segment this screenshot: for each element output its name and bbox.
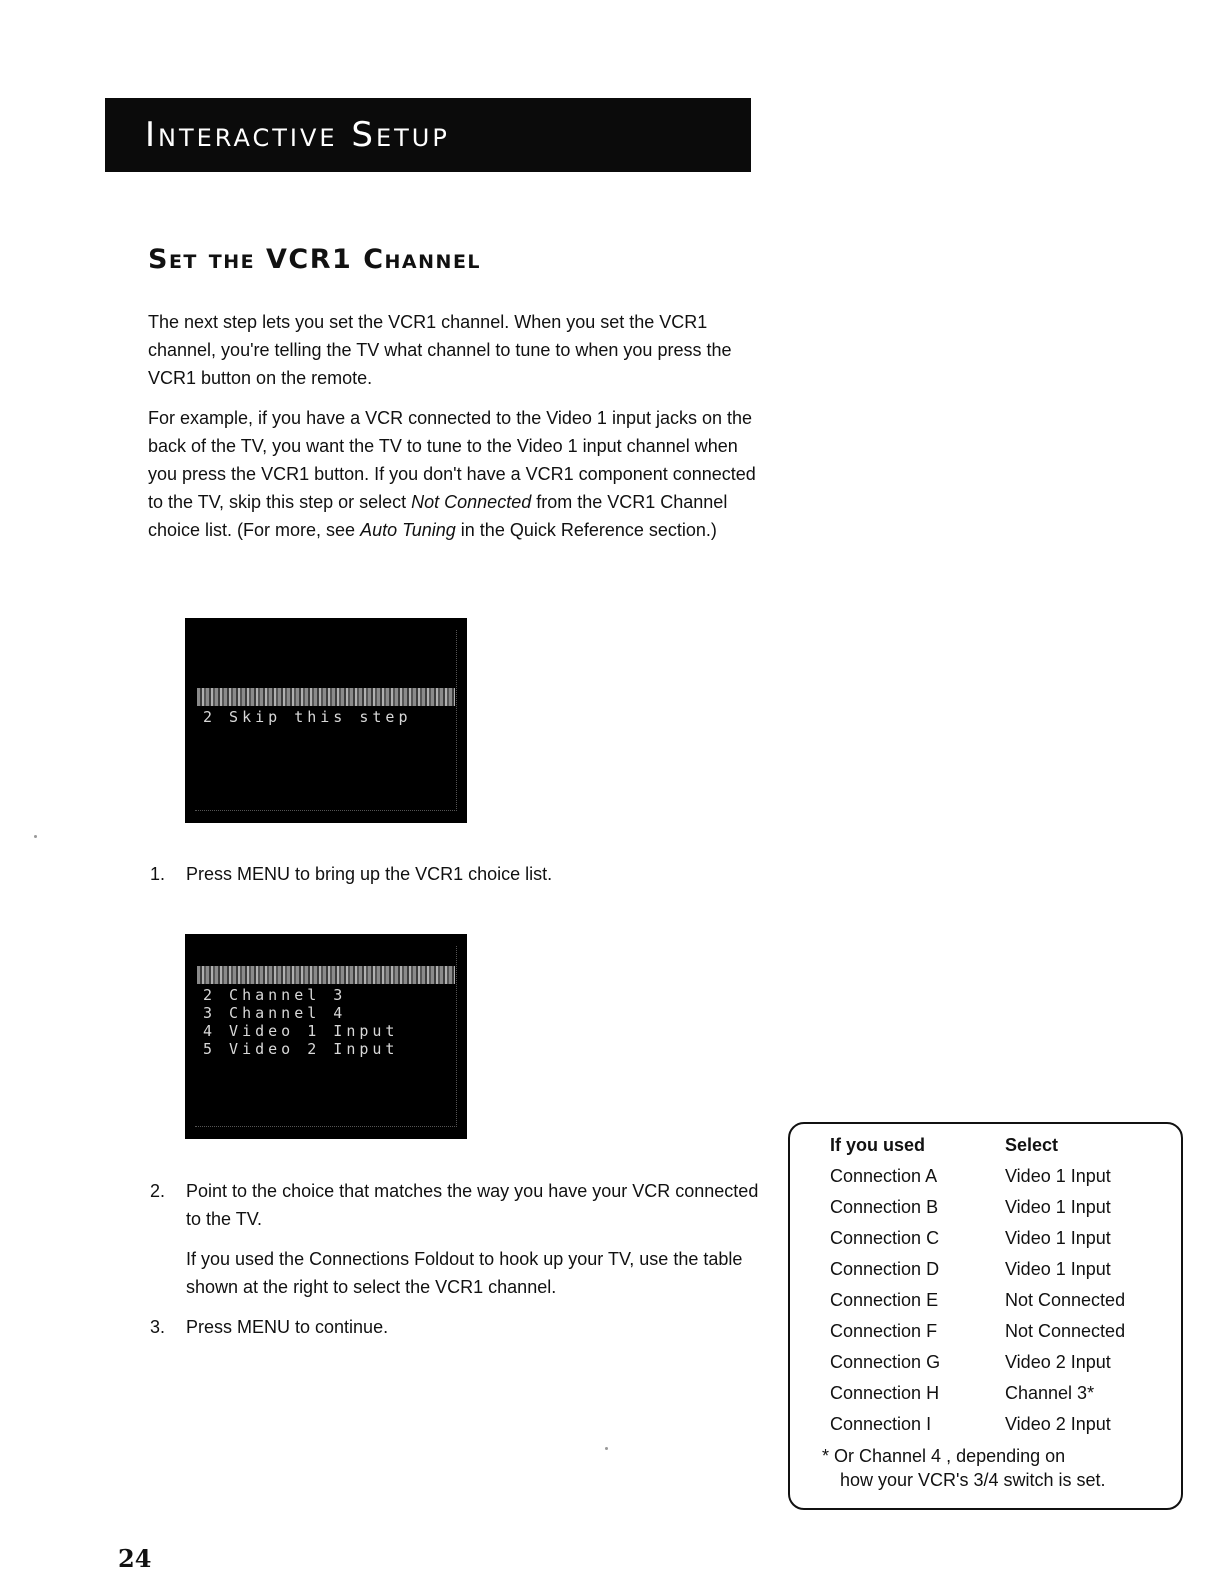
table-footnote bbox=[822, 1444, 1162, 1492]
cell-select: Not Connected bbox=[1005, 1290, 1126, 1310]
screen-option: 3 Channel 4 bbox=[203, 1004, 347, 1022]
tv-screen-vcr1-menu bbox=[185, 618, 467, 823]
header-banner bbox=[105, 98, 751, 172]
cell-select: Not Connected bbox=[1005, 1321, 1126, 1341]
cell-select: Video 1 Input bbox=[1005, 1197, 1111, 1217]
cell-connection: Connection E bbox=[830, 1290, 939, 1310]
intro-paragraph: The next step lets you set the VCR1 channel. When you set the VCR1 channel, you're telling the TV what channel to tune to when you press the VCR1 button on the remote. bbox=[148, 312, 732, 388]
cell-select: Video 2 Input bbox=[1005, 1414, 1111, 1434]
cell-select: Video 1 Input bbox=[1005, 1259, 1111, 1279]
cell-connection: Connection G bbox=[830, 1352, 941, 1372]
cell-connection: Connection B bbox=[830, 1197, 939, 1217]
step-3 bbox=[150, 1313, 760, 1341]
step-number: 3. bbox=[150, 1317, 166, 1337]
screen-option: 5 Video 2 Input bbox=[203, 1040, 399, 1058]
footnote-line-2: how your VCR's 3/4 switch is set. bbox=[840, 1470, 1106, 1490]
step-number: 2. bbox=[150, 1181, 166, 1201]
cell-select: Video 2 Input bbox=[1005, 1352, 1111, 1372]
tv-screen-vcr1-choice-list bbox=[185, 934, 467, 1139]
cell-connection: Connection C bbox=[830, 1228, 940, 1248]
cell-connection: Connection D bbox=[830, 1259, 940, 1279]
cell-connection: Connection I bbox=[830, 1414, 932, 1434]
step-note: If you used the Connections Foldout to hook up your TV, use the table shown at the right to select the VCR1 channel. bbox=[186, 1249, 743, 1297]
step-text: Point to the choice that matches the way you have your VCR connected to the TV. bbox=[186, 1181, 759, 1229]
footnote-line-1: * Or Channel 4 , depending on bbox=[822, 1446, 1066, 1466]
example-italic-not-connected: Not Connected bbox=[411, 492, 532, 512]
step-text: Press MENU to continue. bbox=[186, 1317, 389, 1337]
example-text-3: in the Quick Reference section.) bbox=[455, 520, 717, 540]
scan-speck bbox=[34, 835, 37, 838]
cell-connection: Connection A bbox=[830, 1166, 938, 1186]
example-text-2: from the VCR1 Channel choice list. (For more, see bbox=[148, 492, 728, 540]
cell-select: Channel 3* bbox=[1005, 1383, 1095, 1403]
page-number: 24 bbox=[118, 1544, 152, 1573]
step-number: 1. bbox=[150, 864, 166, 884]
header-select: Select bbox=[1005, 1135, 1059, 1155]
example-paragraph bbox=[148, 404, 758, 544]
banner-title: Interactive Setup bbox=[145, 115, 450, 155]
cell-select: Video 1 Input bbox=[1005, 1228, 1111, 1248]
cell-connection: Connection F bbox=[830, 1321, 938, 1341]
cell-connection: Connection H bbox=[830, 1383, 940, 1403]
step-text: Press MENU to bring up the VCR1 choice list. bbox=[186, 864, 553, 884]
connection-table bbox=[788, 1122, 1183, 1510]
example-text-1: For example, if you have a VCR connected to the Video 1 input jacks on the back of the TV, you want the TV to tune to the Video 1 input channel when you press the VCR1 button. If you don't have a VCR1 component connected to the TV, skip this step or select bbox=[148, 408, 756, 512]
screen-highlight-bar bbox=[197, 688, 455, 706]
example-italic-auto-tuning: Auto Tuning bbox=[360, 520, 456, 540]
section-title: Set the VCR1 Channel bbox=[148, 244, 482, 275]
screen-option: 4 Video 1 Input bbox=[203, 1022, 399, 1040]
cell-select: Video 1 Input bbox=[1005, 1166, 1111, 1186]
screen-highlight-bar bbox=[197, 966, 455, 984]
step-1 bbox=[150, 860, 760, 888]
screen-option: 2 Skip this step bbox=[203, 708, 412, 726]
step-2 bbox=[150, 1177, 760, 1301]
scan-speck bbox=[605, 1447, 608, 1450]
header-if-you-used: If you used bbox=[830, 1135, 926, 1155]
screen-option: 2 Channel 3 bbox=[203, 986, 347, 1004]
